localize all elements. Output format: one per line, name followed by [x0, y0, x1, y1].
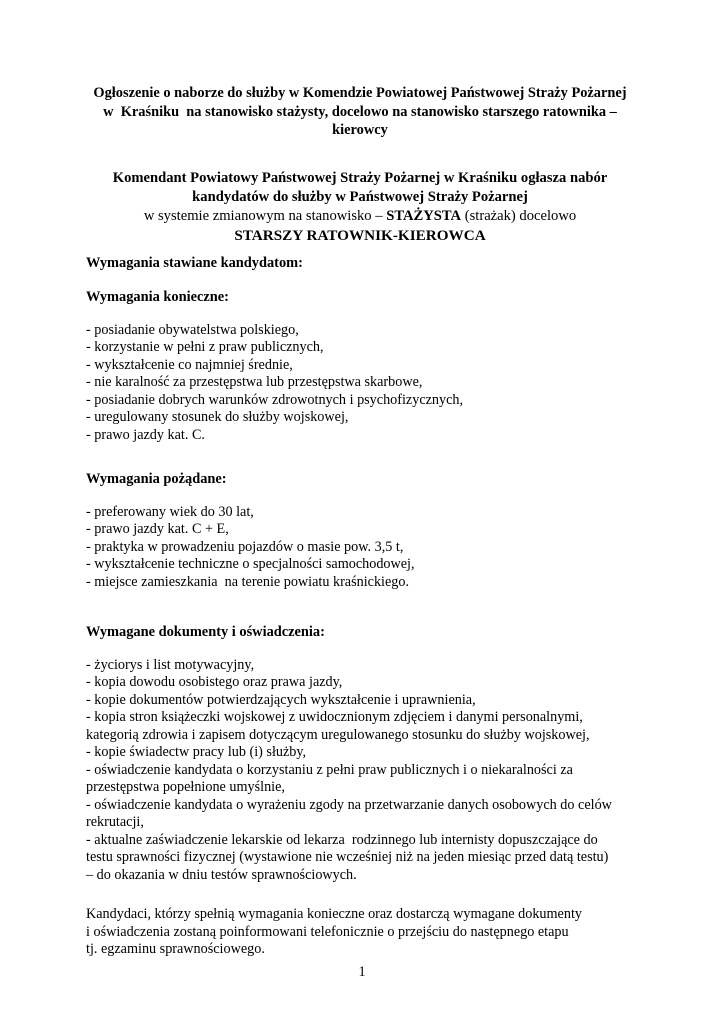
announcement-suffix: (strażak) docelowo — [461, 208, 577, 224]
list-item: - kopia dowodu osobistego oraz prawa jazdy, — [86, 674, 343, 690]
list-item: - prawo jazdy kat. C. — [86, 426, 205, 443]
list-item-continuation: – do okazania w dniu testów sprawnościowych. — [86, 866, 357, 883]
list-item: - uregulowany stosunek do służby wojskowej, — [86, 409, 349, 425]
target-position: STARSZY RATOWNIK-KIEROWCA — [234, 227, 486, 244]
list-item: - prawo jazdy kat. C + E, — [86, 521, 229, 537]
list-item: - kopie świadectw pracy lub (i) służby, — [86, 744, 307, 760]
closing-line: i oświadczenia zostaną poinformowani telefonicznie o przejściu do następnego etapu — [86, 923, 569, 940]
list-item: - kopia stron książeczki wojskowej z uwidocznionym zdjęciem i danymi personalnymi, — [86, 709, 583, 725]
position-name: STAŻYSTA — [386, 208, 462, 224]
list-item: - życiorys i list motywacyjny, — [86, 656, 255, 673]
closing-paragraph — [86, 906, 676, 959]
list-item: - nie karalność za przestępstwa lub przestępstwa skarbowe, — [86, 374, 423, 390]
list-item: - kopie dokumentów potwierdzających wykształcenie i uprawnienia, — [86, 691, 476, 708]
mandatory-requirements — [86, 289, 676, 444]
list-item-continuation: kategorią zdrowia i zapisem dotyczącym uregulowanego stosunku do służby wojskowej, — [86, 726, 590, 743]
list-item: - wykształcenie techniczne o specjalności samochodowej, — [86, 556, 415, 572]
list-item-continuation: przestępstwa popełnione umyślnie, — [86, 779, 285, 795]
required-documents — [86, 624, 676, 884]
documents-list — [86, 657, 676, 885]
closing-line: Kandydaci, którzy spełnią wymagania konieczne oraz dostarczą wymagane dokumenty — [86, 906, 582, 922]
announcement-prefix: w systemie zmianowym na stanowisko – — [143, 208, 387, 224]
list-item: - preferowany wiek do 30 lat, — [86, 503, 254, 520]
desired-list — [86, 504, 676, 592]
list-item: - posiadanie dobrych warunków zdrowotnych i psychofizycznych, — [86, 391, 464, 408]
title-line: kierowcy — [332, 122, 388, 138]
list-item: - aktualne zaświadczenie lekarskie od lekarza rodzinnego lub internisty dopuszczające do — [86, 831, 598, 848]
list-item: - oświadczenie kandydata o wyrażeniu zgody na przetwarzanie danych osobowych do celów — [86, 796, 612, 813]
announcement-line — [60, 207, 660, 226]
closing-line: tj. egzaminu sprawnościowego. — [86, 941, 265, 957]
requirements-heading: Wymagania stawiane kandydatom: — [86, 255, 303, 271]
documents-heading: Wymagane dokumenty i oświadczenia: — [86, 624, 325, 640]
list-item: - oświadczenie kandydata o korzystaniu z pełni praw publicznych i o niekaralności za — [86, 761, 573, 778]
title-line: w Kraśniku na stanowisko stażysty, docelowo na stanowisko starszego ratownika – — [103, 103, 617, 120]
desired-heading: Wymagania pożądane: — [86, 471, 227, 487]
desired-requirements — [86, 471, 676, 591]
list-item: - posiadanie obywatelstwa polskiego, — [86, 321, 299, 338]
page-number: 1 — [358, 964, 366, 980]
list-item: - praktyka w prowadzeniu pojazdów o masie pow. 3,5 t, — [86, 538, 404, 555]
list-item-continuation: rekrutacji, — [86, 814, 144, 830]
list-item: - wykształcenie co najmniej średnie, — [86, 356, 293, 373]
list-item: - korzystanie w pełni z praw publicznych, — [86, 339, 324, 355]
announcement — [60, 169, 660, 245]
list-item: - miejsce zamieszkania na terenie powiatu kraśnickiego. — [86, 573, 410, 590]
document-title — [70, 84, 650, 140]
requirements-heading-block — [86, 255, 676, 273]
announcement-line: kandydatów do służby w Państwowej Straży Pożarnej — [192, 189, 528, 205]
announcement-line: Komendant Powiatowy Państwowej Straży Pożarnej w Kraśniku ogłasza nabór — [112, 170, 608, 186]
list-item-continuation: testu sprawności fizycznej (wystawione nie wcześniej niż na jeden miesiąc przed datą testu) — [86, 849, 609, 865]
title-line: Ogłoszenie o naborze do służby w Komendzie Powiatowej Państwowej Straży Pożarnej — [93, 85, 627, 101]
mandatory-heading: Wymagania konieczne: — [86, 289, 229, 305]
mandatory-list — [86, 322, 676, 445]
